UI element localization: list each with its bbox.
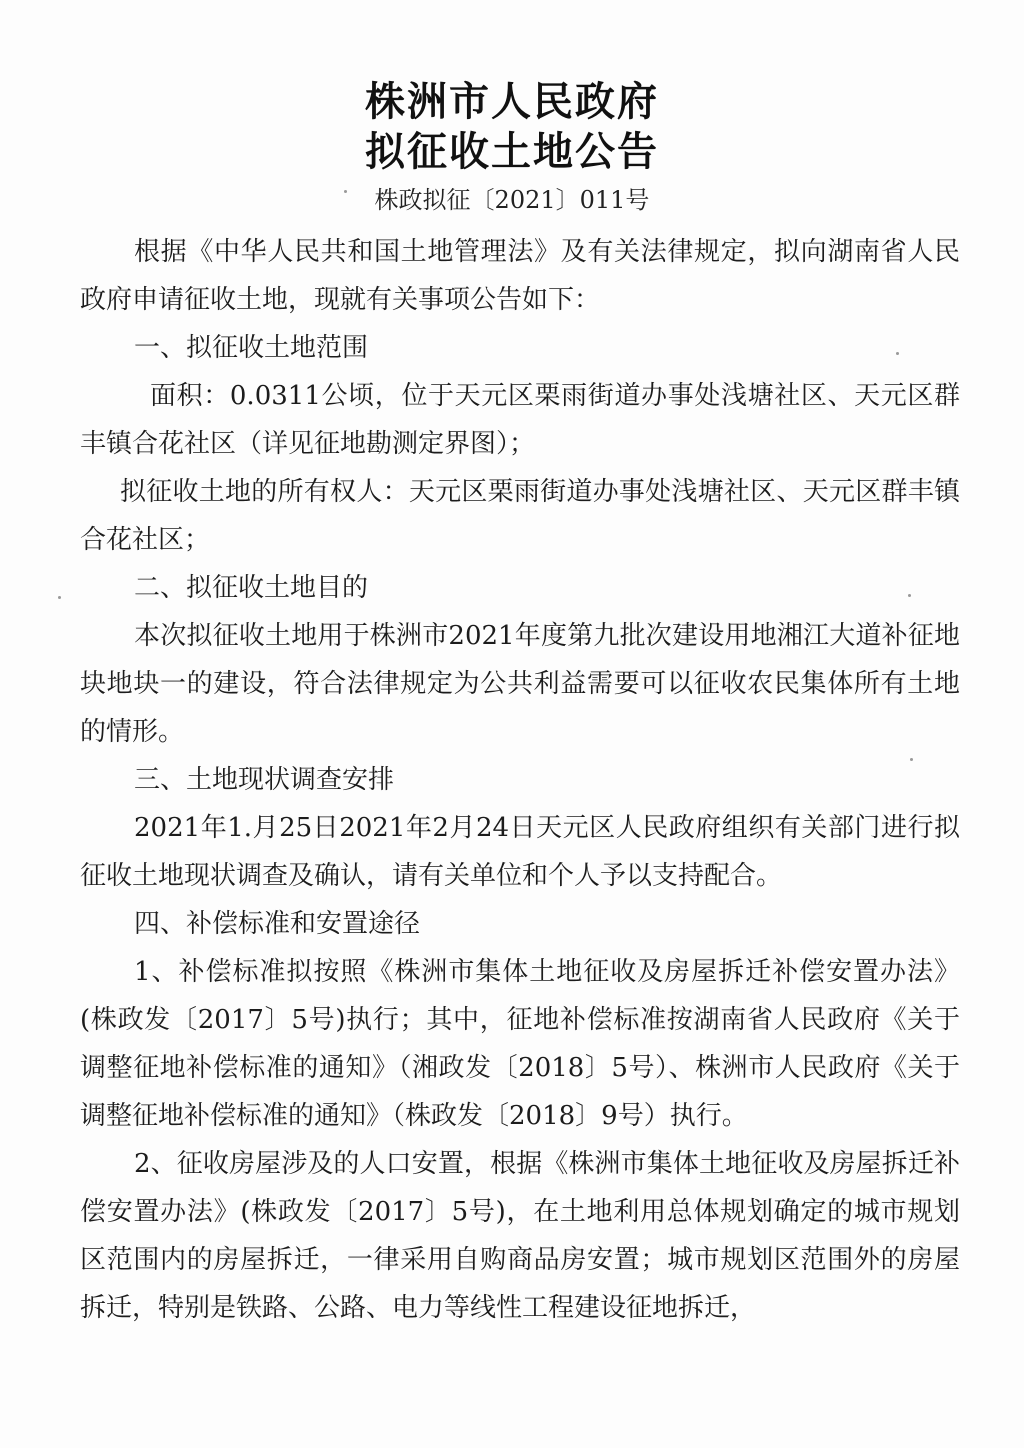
document-number: 株政拟征〔2021〕011号 bbox=[374, 186, 650, 214]
document-title-subject: 拟征收土地公告 bbox=[365, 128, 659, 175]
document-title-issuer: 株洲市人民政府 bbox=[365, 78, 659, 125]
scan-speck bbox=[910, 758, 913, 761]
section-1-owner: 拟征收土地的所有权人：天元区栗雨街道办事处浅塘社区、天元区群丰镇合花社区； bbox=[80, 477, 960, 555]
section-4-item-1: 1、补偿标准拟按照《株洲市集体土地征收及房屋拆迁补偿安置办法》(株政发〔2017〕5号)执行；其中，征地补偿标准按湖南省人民政府《关于调整征地补偿标准的通知》（湘政发〔2018〕5号）、株洲市人民政府《关于调整征地补偿标准的通知》（株政发〔2018〕9号）执行。 bbox=[80, 957, 960, 1131]
scan-speck bbox=[344, 190, 347, 193]
section-4-heading: 四、补偿标准和安置途径 bbox=[134, 909, 421, 939]
document-body bbox=[80, 228, 960, 1332]
section-3-heading: 三、土地现状调查安排 bbox=[134, 765, 395, 795]
scan-speck bbox=[908, 594, 911, 597]
section-3-text: 2021年1.月25日2021年2月24日天元区人民政府组织有关部门进行拟征收土地现状调查及确认，请有关单位和个人予以支持配合。 bbox=[80, 813, 960, 891]
section-2-text: 本次拟征收土地用于株洲市2021年度第九批次建设用地湘江大道补征地块地块一的建设，符合法律规定为公共利益需要可以征收农民集体所有土地的情形。 bbox=[80, 621, 960, 747]
section-2-heading: 二、拟征收土地目的 bbox=[134, 573, 369, 603]
intro-paragraph: 根据《中华人民共和国土地管理法》及有关法律规定，拟向湖南省人民政府申请征收土地，现就有关事项公告如下： bbox=[80, 237, 960, 315]
section-4-item-2: 2、征收房屋涉及的人口安置，根据《株洲市集体土地征收及房屋拆迁补偿安置办法》(株政发〔2017〕5号)，在土地利用总体规划确定的城市规划区范围内的房屋拆迁，一律采用自购商品房安置；城市规划区范围外的房屋拆迁，特别是铁路、公路、电力等线性工程建设征地拆迁， bbox=[80, 1149, 960, 1323]
section-1-area: 面积：0.0311公顷，位于天元区栗雨街道办事处浅塘社区、天元区群丰镇合花社区（详见征地勘测定界图）； bbox=[80, 381, 960, 459]
scan-speck bbox=[896, 352, 899, 355]
scan-speck bbox=[58, 596, 61, 599]
section-1-heading: 一、拟征收土地范围 bbox=[134, 333, 369, 363]
